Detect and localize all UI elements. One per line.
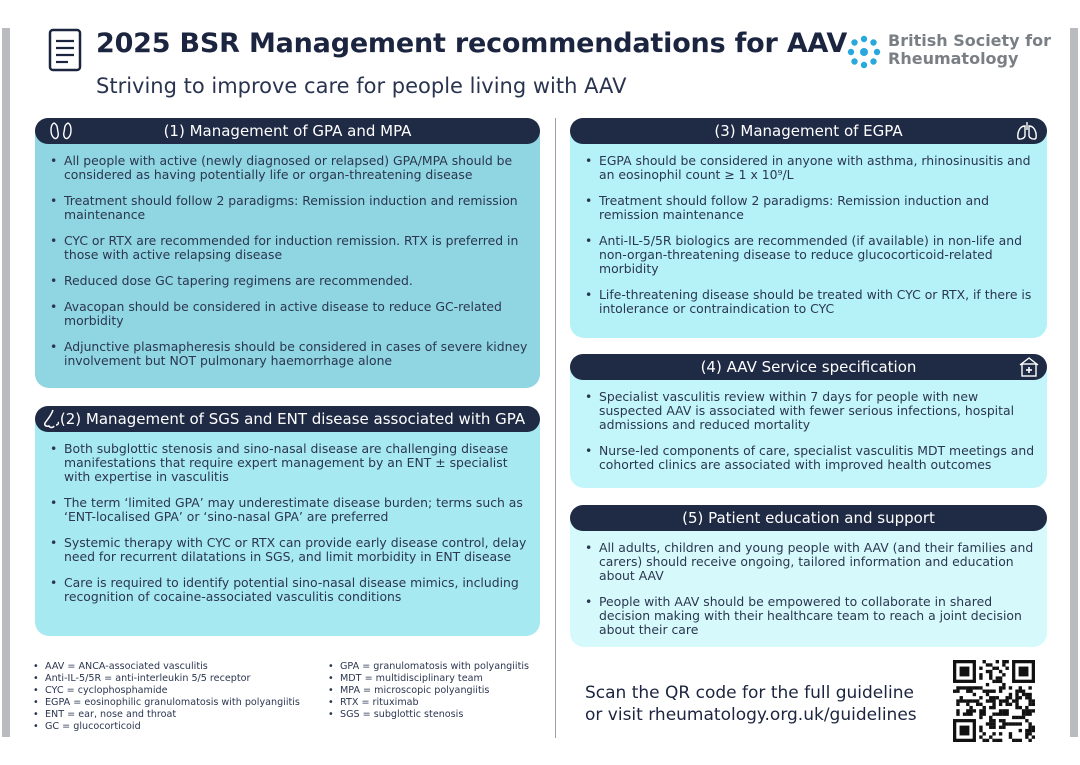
list-item: • Treatment should follow 2 paradigms: Remission induction and remission maintenance — [582, 194, 1037, 222]
section-gpa-mpa — [35, 118, 540, 388]
page-title: 2025 BSR Management recommendations for AAV — [96, 28, 848, 59]
section-title-bar — [570, 505, 1047, 531]
bsr-logo — [844, 31, 1052, 72]
section-title: (1) Management of GPA and MPA — [163, 122, 412, 140]
logo-line-2: Rheumatology — [888, 49, 1019, 68]
lungs-icon — [1015, 120, 1039, 142]
section-title-bar — [35, 118, 540, 144]
section-title: (2) Management of SGS and ENT disease associated with GPA — [59, 410, 526, 428]
list-item: • EGPA should be considered in anyone with asthma, rhinosinusitis and an eosinophil count ≥ 1 x 10⁹/L — [582, 154, 1037, 182]
section-title-bar — [570, 354, 1047, 380]
right-edge-bar — [1070, 28, 1078, 737]
section-title: (4) AAV Service specification — [700, 358, 917, 376]
bullet-list — [582, 390, 1037, 484]
section-title: (5) Patient education and support — [682, 509, 935, 527]
list-item: • Nurse-led components of care, specialist vasculitis MDT meetings and cohorted clinics are associated with improved health outcomes — [582, 444, 1037, 472]
nose-icon — [41, 408, 65, 430]
abbreviation-item: • SGS = subglottic stenosis — [328, 709, 529, 721]
page-header — [44, 26, 1052, 102]
guideline-link[interactable]: or visit rheumatology.org.uk/guidelines — [585, 705, 917, 725]
abbreviation-item: • MDT = multidisciplinary team — [328, 673, 529, 685]
document-icon — [48, 28, 82, 72]
list-item: • The term ‘limited GPA’ may underestimate disease burden; terms such as ‘ENT-localised GPA’ or ‘sino-nasal GPA’ are preferred — [47, 496, 530, 524]
list-item: • Systemic therapy with CYC or RTX can provide early disease control, delay need for recurrent dilatations in SGS, and limit morbidity in ENT disease — [47, 536, 530, 564]
section-sgs-ent — [35, 406, 540, 636]
logo-text — [888, 32, 1051, 68]
list-item: • Avacopan should be considered in active disease to reduce GC-related morbidity — [47, 300, 530, 328]
list-item: • Treatment should follow 2 paradigms: Remission induction and remission maintenance — [47, 194, 530, 222]
list-item: • CYC or RTX are recommended for induction remission. RTX is preferred in those with active relapsing disease — [47, 234, 530, 262]
column-divider — [555, 118, 556, 738]
left-edge-bar — [2, 28, 10, 737]
list-item: • Specialist vasculitis review within 7 days for people with new suspected AAV is associated with fewer serious infections, hospital admissions and reduced mortality — [582, 390, 1037, 432]
abbreviations-column-2 — [328, 661, 529, 721]
scan-line-1: Scan the QR code for the full guideline — [585, 683, 914, 703]
qr-code-icon[interactable] — [953, 660, 1035, 742]
section-title: (3) Management of EGPA — [714, 122, 903, 140]
list-item: • Anti-IL-5/5R biologics are recommended (if available) in non-life and non-organ-threatening disease to reduce glucocorticoid-related morbidity — [582, 234, 1037, 276]
list-item: • Both subglottic stenosis and sino-nasal disease are challenging disease manifestations that require expert management by an ENT ± specialist with expertise in vasculitis — [47, 442, 530, 484]
abbreviation-item: • GC = glucocorticoid — [33, 721, 300, 733]
section-egpa — [570, 118, 1047, 338]
hospital-icon — [1017, 355, 1041, 377]
abbreviation-item: • ENT = ear, nose and throat — [33, 709, 300, 721]
list-item: • All people with active (newly diagnosed or relapsed) GPA/MPA should be considered as having potentially life or organ-threatening disease — [47, 154, 530, 182]
abbreviation-item: • RTX = rituximab — [328, 697, 529, 709]
page-subtitle: Striving to improve care for people living with AAV — [96, 74, 627, 98]
bullet-list — [47, 442, 530, 616]
section-title-bar — [35, 406, 540, 432]
abbreviation-item: • CYC = cyclophosphamide — [33, 685, 300, 697]
list-item: • People with AAV should be empowered to collaborate in shared decision making with their healthcare team to reach a joint decision about their care — [582, 595, 1037, 637]
section-patient-education — [570, 505, 1047, 647]
abbreviation-item: • GPA = granulomatosis with polyangiitis — [328, 661, 529, 673]
list-item: • Reduced dose GC tapering regimens are recommended. — [47, 274, 530, 288]
abbreviation-item: • Anti-IL-5/5R = anti-interleukin 5/5 receptor — [33, 673, 300, 685]
abbreviation-item: • AAV = ANCA-associated vasculitis — [33, 661, 300, 673]
list-item: • Life-threatening disease should be treated with CYC or RTX, if there is intolerance or contraindication to CYC — [582, 288, 1037, 316]
abbreviation-item: • EGPA = eosinophilic granulomatosis with polyangiitis — [33, 697, 300, 709]
abbreviation-item: • MPA = microscopic polyangiitis — [328, 685, 529, 697]
scan-qr-text — [585, 682, 917, 726]
list-item: • Care is required to identify potential sino-nasal disease mimics, including recognition of cocaine-associated vasculitis conditions — [47, 576, 530, 604]
bsr-logo-mark-icon — [844, 32, 884, 72]
list-item: • All adults, children and young people with AAV (and their families and carers) should receive ongoing, tailored information and education about AAV — [582, 541, 1037, 583]
bullet-list — [47, 154, 530, 380]
section-service-specification — [570, 354, 1047, 488]
logo-line-1: British Society for — [888, 31, 1052, 50]
list-item: • Adjunctive plasmapheresis should be considered in cases of severe kidney involvement but NOT pulmonary haemorrhage alone — [47, 340, 530, 368]
bullet-list — [582, 541, 1037, 649]
section-title-bar — [570, 118, 1047, 144]
abbreviations-column-1 — [33, 661, 300, 733]
bullet-list — [582, 154, 1037, 328]
kidneys-icon — [49, 120, 73, 142]
